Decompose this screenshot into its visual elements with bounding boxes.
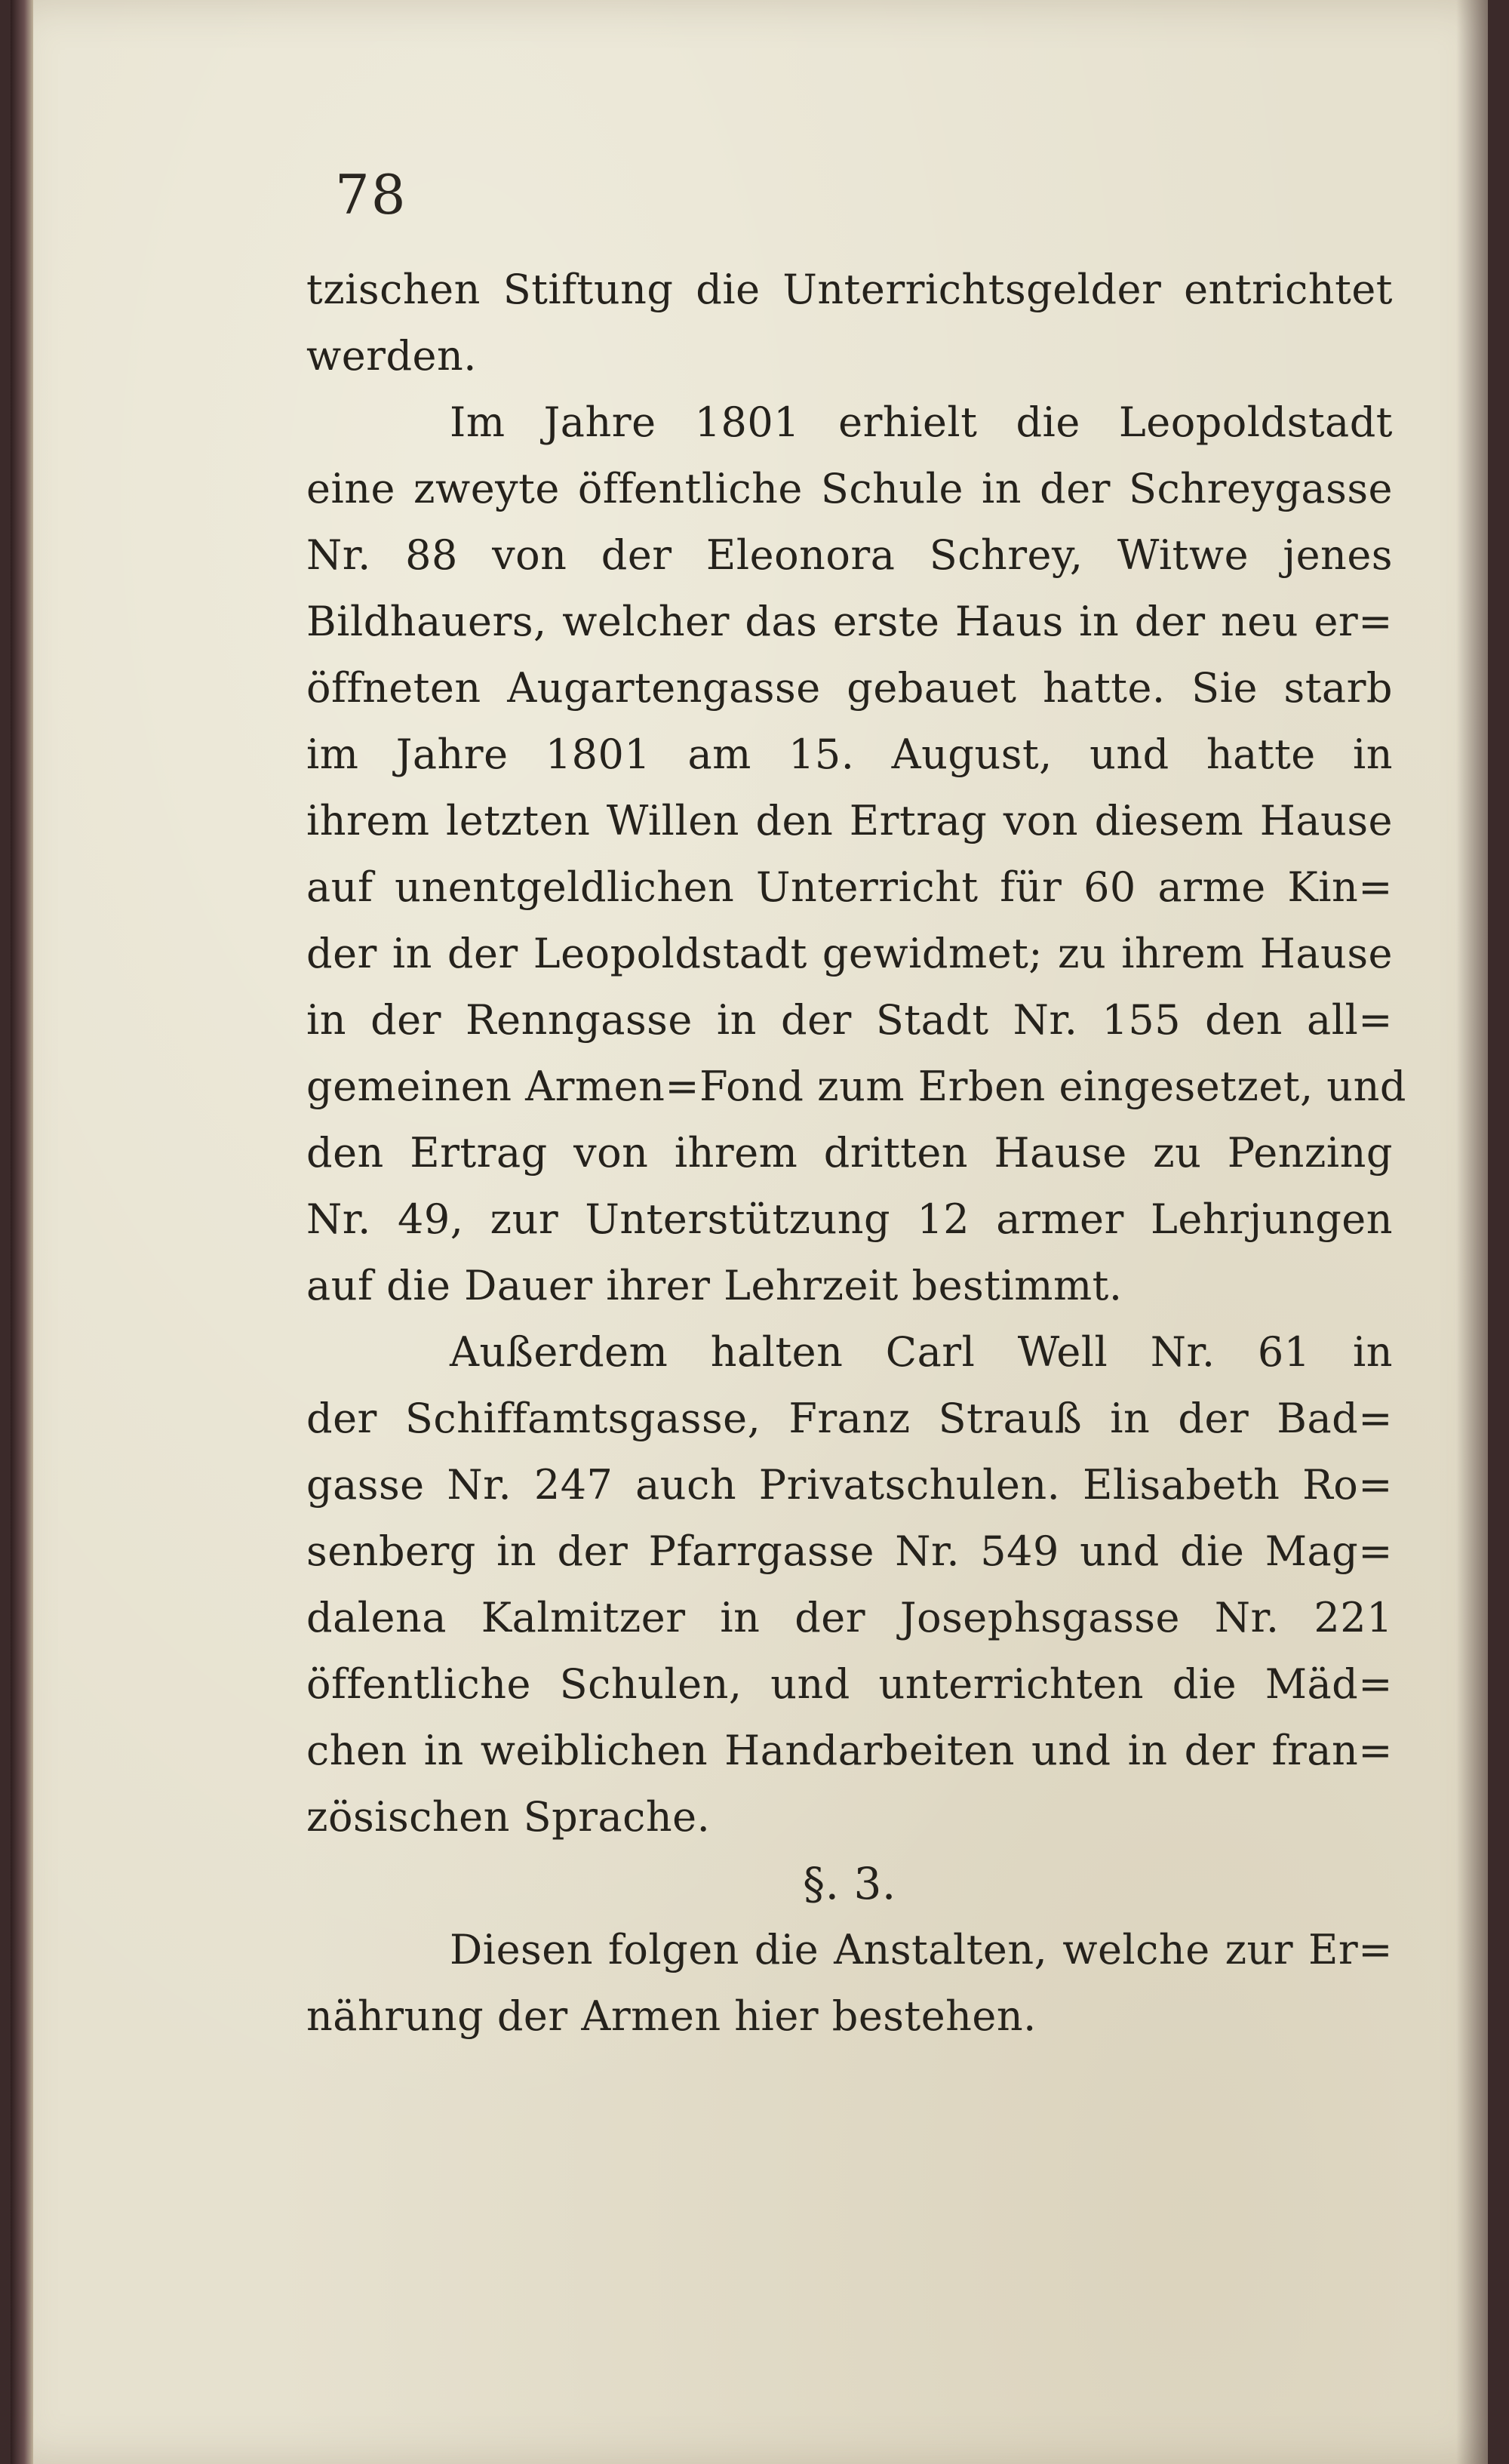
text-line: gemeinen Armen=Fond zum Erben eingesetzet, und [306,1063,1406,1110]
text-line: eine zweyte öffentliche Schule in der Schreygasse [306,465,1393,512]
text-line: zösischen Sprache. [306,1793,711,1841]
text-line: in der Renngasse in der Stadt Nr. 155 den all= [306,996,1393,1044]
text-line: dalena Kalmitzer in der Josephsgasse Nr. 221 [306,1594,1393,1641]
text-line: auf die Dauer ihrer Lehrzeit bestimmt. [306,1262,1123,1309]
text-line: auf unentgeldlichen Unterricht für 60 arme Kin= [306,863,1393,911]
text-line: Bildhauers, welcher das erste Haus in der neu er= [306,598,1393,645]
text-line: Nr. 49, zur Unterstützung 12 armer Lehrjungen [306,1195,1393,1243]
paragraph-start-line: Diesen folgen die Anstalten, welche zur Er= [450,1926,1393,1973]
text-line: nährung der Armen hier bestehen. [306,1992,1037,2040]
text-line: chen in weiblichen Handarbeiten und in der fran= [306,1727,1393,1774]
text-line: im Jahre 1801 am 15. August, und hatte in [306,731,1393,778]
page-edge-shadow [1456,0,1488,2464]
book-page [11,0,1488,2464]
text-line: werden. [306,332,477,380]
text-line: Nr. 88 von der Eleonora Schrey, Witwe jenes [306,531,1393,579]
text-line: tzischen Stiftung die Unterrichtsgelder entrichtet [306,266,1393,313]
paragraph-start-line: Im Jahre 1801 erhielt die Leopoldstadt [450,398,1393,446]
paragraph-start-line: Außerdem halten Carl Well Nr. 61 in [450,1328,1393,1376]
text-line: öffentliche Schulen, und unterrichten die Mäd= [306,1660,1393,1708]
text-line: der Schiffamtsgasse, Franz Strauß in der Bad= [306,1395,1393,1442]
text-line: den Ertrag von ihrem dritten Hause zu Penzing [306,1129,1393,1177]
text-line: öffneten Augartengasse gebauet hatte. Sie starb [306,664,1393,712]
text-line: gasse Nr. 247 auch Privatschulen. Elisabeth Ro= [306,1461,1393,1509]
section-heading: §. 3. [803,1858,896,1909]
text-line: ihrem letzten Willen den Ertrag von diesem Hause [306,797,1393,844]
book-binding [11,0,33,2464]
text-line: der in der Leopoldstadt gewidmet; zu ihrem Hause [306,930,1393,977]
text-line: senberg in der Pfarrgasse Nr. 549 und die Mag= [306,1527,1393,1575]
page-number: 78 [335,163,407,226]
body-text [306,257,1406,2050]
